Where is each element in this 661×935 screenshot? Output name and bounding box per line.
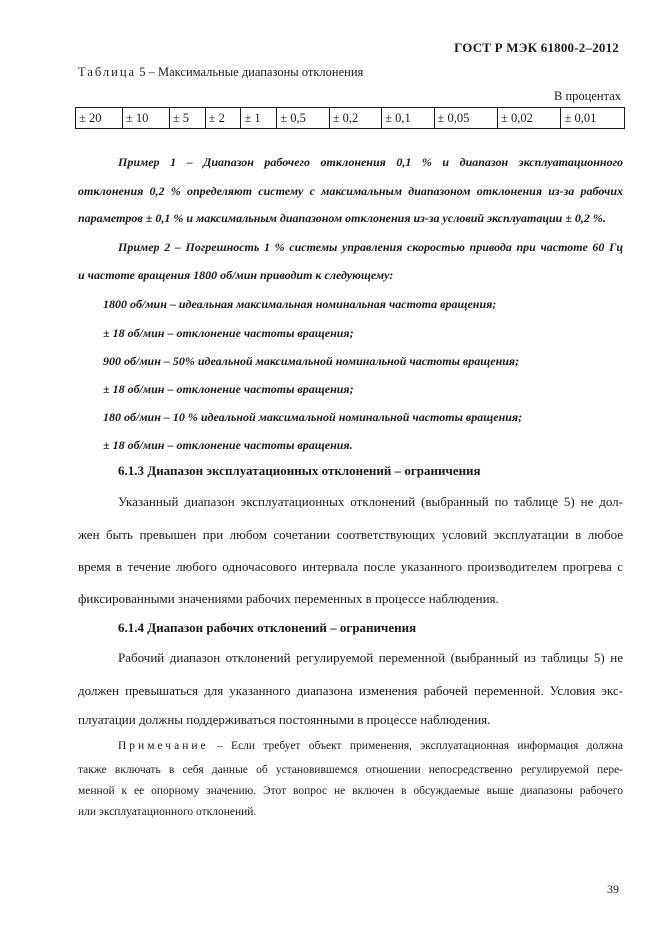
section-6-1-4-line: должен превышаться для указанного диапазона изменения рабочей переменной. Условия экс- [78, 683, 623, 698]
example2-item: 900 об/мин – 50% идеальной максимальной номинальной частоты вращения; [103, 354, 520, 368]
example2-item: ± 18 об/мин – отклонение частоты вращения; [103, 326, 354, 340]
table-cell: ± 0,5 [277, 108, 329, 129]
table-cell: ± 20 [76, 108, 123, 129]
example1-line: отклонения 0,2 % определяют систему с максимальным диапазоном отклонения из-за рабочих [78, 184, 623, 198]
note-line: или эксплуатационного отклонений. [78, 806, 257, 818]
table-cell: ± 2 [205, 108, 241, 129]
table-caption [78, 65, 363, 80]
table-row [76, 108, 625, 129]
note-line: менной к ее опорному значению. Этот вопрос не включен в обсуждаемые выше диапазоны рабочего [78, 785, 623, 797]
table-units: В процентах [554, 89, 621, 103]
table-cell: ± 0,1 [382, 108, 434, 129]
note-line: также включать в себя данные об установившемся отношении непосредственно регулируемой пере- [78, 764, 623, 776]
table-cell: ± 0,2 [329, 108, 381, 129]
example1-line: Пример 1 – Диапазон рабочего отклонения 0,1 % и диапазон эксплуатационного [118, 155, 623, 169]
example2-item: 1800 об/мин – идеальная максимальная номинальная частота вращения; [103, 297, 497, 311]
section-6-1-4-line: плуатации должны поддерживаться постоянными в процессе наблюдения. [78, 712, 491, 727]
deviation-ranges-table [75, 107, 625, 129]
document-standard-header: ГОСТ Р МЭК 61800-2–2012 [454, 40, 619, 55]
section-6-1-4-line: Рабочий диапазон отклонений регулируемой переменной (выбранный из таблицы 5) не [118, 650, 623, 665]
example2-item: ± 18 об/мин – отклонение частоты вращения. [103, 438, 353, 452]
table-cell: ± 0,05 [434, 108, 497, 129]
table-label: Таблица [78, 65, 137, 79]
example2-item: ± 18 об/мин – отклонение частоты вращения; [103, 382, 354, 396]
table-title: – Максимальные диапазоны отклонения [148, 65, 364, 79]
note-first-line [118, 740, 623, 753]
example2-item: 180 об/мин – 10 % идеальной максимальной номинальной частоты вращения; [103, 410, 523, 424]
section-6-1-3-line: Указанный диапазон эксплуатационных отклонений (выбранный по таблице 5) не дол- [118, 494, 623, 509]
section-6-1-3-line: фиксированными значениями рабочих переменных в процессе наблюдения. [78, 591, 499, 606]
note-label: Примечание [118, 740, 209, 752]
example2-line: и частоте вращения 1800 об/мин приводит к следующему: [78, 268, 394, 282]
section-6-1-3-line: время в течение любого одночасового интервала после указанного производителем прогрева с [78, 559, 623, 574]
page-number: 39 [607, 882, 619, 896]
example1-line: параметров ± 0,1 % и максимальным диапазоном отклонения из-за условий эксплуатации ± 0,2 %. [78, 211, 606, 225]
table-cell: ± 10 [122, 108, 169, 129]
table-cell: ± 0,02 [498, 108, 561, 129]
table-number: 5 [139, 65, 146, 79]
table-cell: ± 1 [241, 108, 277, 129]
table-cell: ± 5 [169, 108, 205, 129]
section-6-1-3-heading: 6.1.3 Диапазон эксплуатационных отклонений – ограничения [118, 463, 481, 478]
example2-line: Пример 2 – Погрешность 1 % системы управления скоростью привода при частоте 60 Гц [118, 240, 623, 254]
table-cell: ± 0,01 [561, 108, 625, 129]
note-first-text: – Если требует объект применения, эксплуатационная информация должна [216, 740, 624, 752]
section-6-1-4-heading: 6.1.4 Диапазон рабочих отклонений – ограничения [118, 620, 417, 635]
section-6-1-3-line: жен быть превышен при любом сочетании соответствующих условий эксплуатации в любое [78, 527, 623, 542]
